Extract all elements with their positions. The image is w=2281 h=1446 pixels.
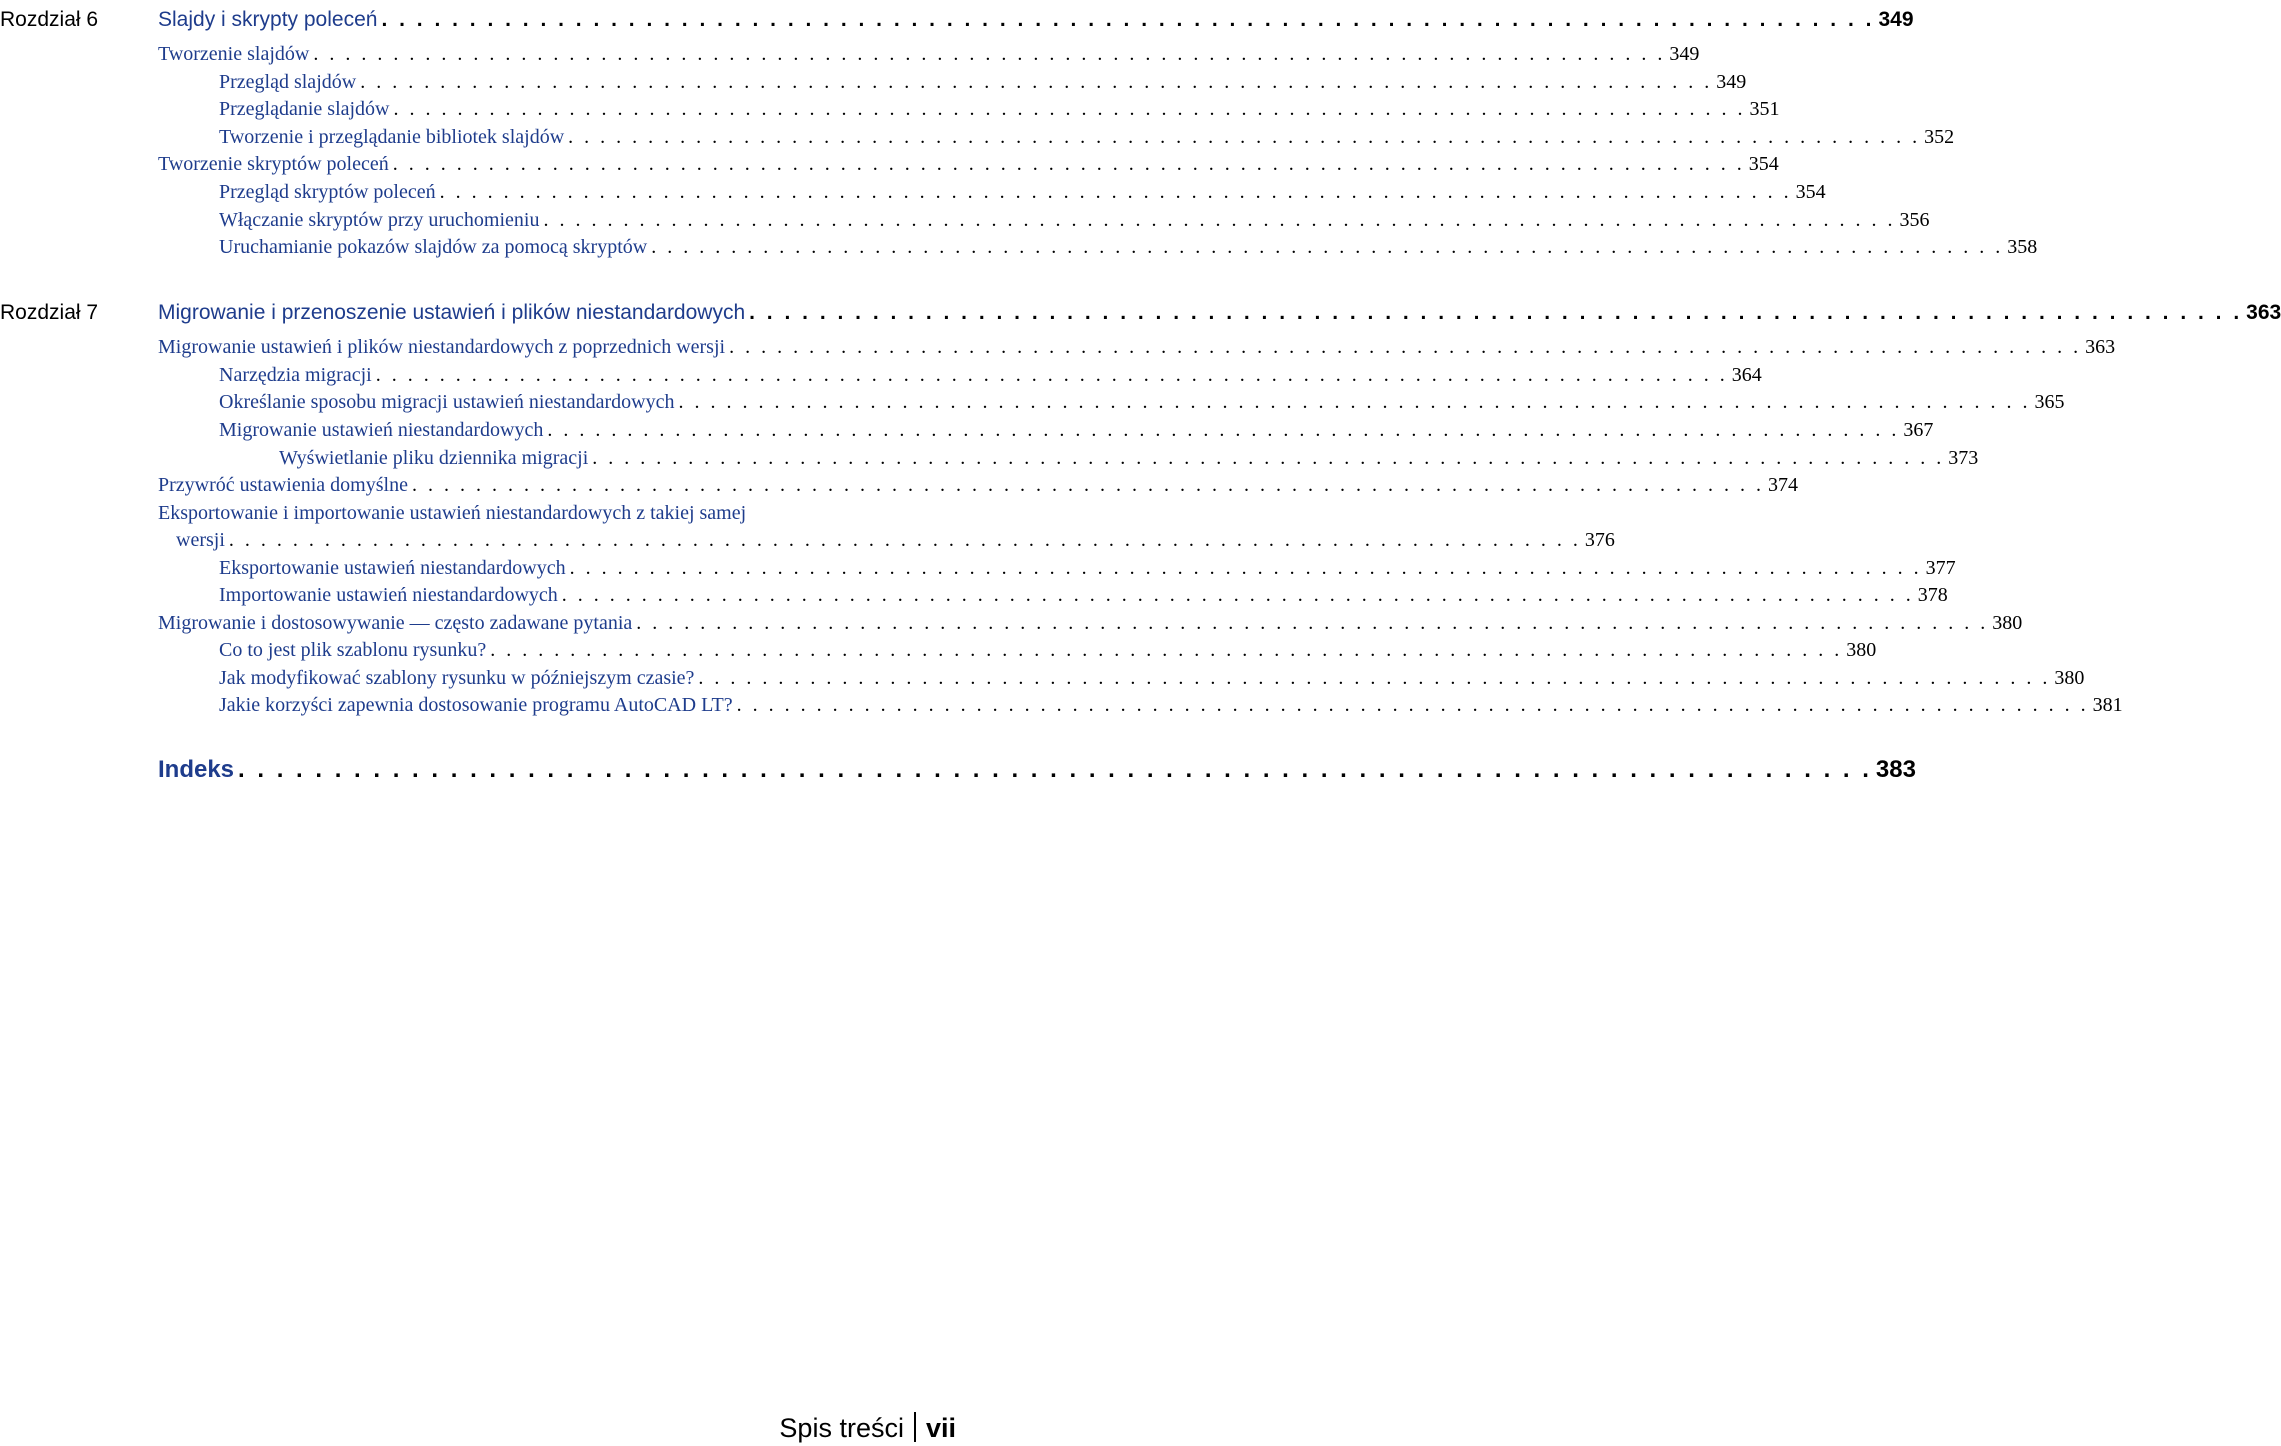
toc-entry[interactable] [219, 68, 1747, 96]
page-number: 380 [1846, 639, 1877, 661]
page-number: 351 [1749, 98, 1780, 120]
chapter-7-heading[interactable] [158, 296, 2281, 330]
toc-entry[interactable] [219, 636, 1877, 664]
toc-entry[interactable] [219, 416, 1934, 444]
page-number: 377 [1925, 557, 1956, 579]
toc-entry-wrapped-first-line[interactable] [158, 499, 956, 527]
toc-entry[interactable] [158, 40, 1700, 68]
dot-leader: . . . . . . . . . . . . . . . . . . . . . . . . . . . . . . . . . . . . . . . . . . . . . . . . . . . . . . . . . . . . . . . . . . . . . . . . . . . . . . . . . . . . . [313, 43, 1666, 65]
dot-leader: . . . . . . . . . . . . . . . . . . . . . . . . . . . . . . . . . . . . . . . . . . . . . . . . . . . . . . . . . . . . . . . . . . . . . . . . . . . . . . . . . . . . . [381, 8, 1875, 31]
page-number: 352 [1924, 126, 1955, 148]
toc-entry[interactable] [158, 609, 2023, 637]
chapter-6-label: Rozdział 6 [0, 8, 99, 31]
toc-entry[interactable] [219, 581, 1948, 609]
toc-entry[interactable] [219, 178, 1826, 206]
page-number: 364 [1731, 364, 1762, 386]
entry-text: Tworzenie slajdów [158, 43, 310, 65]
entry-text: Przegląd slajdów [219, 71, 357, 93]
chapter-7-label: Rozdział 7 [0, 301, 99, 324]
toc-entry[interactable] [158, 333, 2116, 361]
entry-text: Przegląd skryptów poleceń [219, 181, 436, 203]
page-number: 381 [2092, 694, 2123, 716]
entry-text: Przeglądanie slajdów [219, 98, 390, 120]
toc-entry[interactable] [219, 664, 2085, 692]
toc-entry[interactable] [219, 95, 1780, 123]
dot-leader: . . . . . . . . . . . . . . . . . . . . . . . . . . . . . . . . . . . . . . . . . . . . . . . . . . . . . . . . . . . . . . . . . . . . . . . . . . . . . . . . . . . . . [729, 336, 2082, 358]
entry-text: Migrowanie i dostosowywanie — często zadawane pytania [158, 612, 633, 634]
page-number: 380 [2054, 667, 2085, 689]
dot-leader: . . . . . . . . . . . . . . . . . . . . . . . . . . . . . . . . . . . . . . . . . . . . . . . . . . . . . . . . . . . . . . . . . . . . . . . . . . . . . . . . . . . . . [749, 301, 2243, 324]
dot-leader: . . . . . . . . . . . . . . . . . . . . . . . . . . . . . . . . . . . . . . . . . . . . . . . . . . . . . . . . . . . . . . . . . . . . . . . . . . . . . . . . . . . . . [636, 612, 1989, 634]
toc-entry-wrapped-continuation[interactable] [176, 526, 1615, 554]
toc-entry[interactable] [219, 233, 2038, 261]
page-number: 374 [1767, 474, 1798, 496]
page-number: 363 [2246, 301, 2281, 324]
page-number: 358 [2007, 236, 2038, 258]
entry-text: Narzędzia migracji [219, 364, 372, 386]
chapter-6-heading[interactable] [158, 3, 1914, 37]
entry-text: Tworzenie i przeglądanie bibliotek slajdów [219, 126, 565, 148]
dot-leader: . . . . . . . . . . . . . . . . . . . . . . . . . . . . . . . . . . . . . . . . . . . . . . . . . . . . . . . . . . . . . . . . . . . . . . . . . . . . . . . . . . . . . [543, 209, 1896, 231]
page-number: 378 [1917, 584, 1948, 606]
page-number: 363 [2085, 336, 2116, 358]
dot-leader: . . . . . . . . . . . . . . . . . . . . . . . . . . . . . . . . . . . . . . . . . . . . . . . . . . . . . . . . . . . . . . . . . . . . . . . . . . . . . . . . . . . . . [411, 474, 1764, 496]
entry-text: Eksportowanie i importowanie ustawień niestandardowych z takiej samej [158, 502, 747, 524]
dot-leader: . . . . . . . . . . . . . . . . . . . . . . . . . . . . . . . . . . . . . . . . . . . . . . . . . . . . . . . . . . . . . . . . . . . . . . . . . . . . . . . . . . . . . [678, 391, 2031, 413]
toc-entry[interactable] [219, 206, 1930, 234]
entry-text: Jakie korzyści zapewnia dostosowanie programu AutoCAD LT? [219, 694, 733, 716]
toc-entry[interactable] [219, 554, 1956, 582]
toc-entry[interactable] [219, 123, 1955, 151]
dot-leader: . . . . . . . . . . . . . . . . . . . . . . . . . . . . . . . . . . . . . . . . . . . . . . . . . . . . . . . . . . . . . . . . . . . . . . . . . . . . . . . . . . . . . [375, 364, 1728, 386]
entry-text: Określanie sposobu migracji ustawień niestandardowych [219, 391, 675, 413]
toc-entry[interactable] [219, 361, 1762, 389]
dot-leader: . . . . . . . . . . . . . . . . . . . . . . . . . . . . . . . . . . . . . . . . . . . . . . . . . . . . . . . . . . . . . . . . . . . . . . . . . . . . . . . . . . . . . [490, 639, 1843, 661]
footer-separator [914, 1412, 916, 1442]
entry-text: Wyświetlanie pliku dziennika migracji [279, 447, 589, 469]
entry-text: Importowanie ustawień niestandardowych [219, 584, 558, 606]
dot-leader: . . . . . . . . . . . . . . . . . . . . . . . . . . . . . . . . . . . . . . . . . . . . . . . . . . . . . . . . . . . . . . . . . . . . . . . . . . . . . . . . . . . . . [439, 181, 1792, 203]
entry-text: Migrowanie ustawień i plików niestandardowych z poprzednich wersji [158, 336, 726, 358]
toc-entry[interactable] [158, 471, 1798, 499]
dot-leader: . . . . . . . . . . . . . . . . . . . . . . . . . . . . . . . . . . . . . . . . . . . . . . . . . . . . . . . . . . . . . . . . . . . . . . . . . . . . . . . . . . . . . [360, 71, 1713, 93]
dot-leader: . . . . . . . . . . . . . . . . . . . . . . . . . . . . . . . . . . . . . . . . . . . . . . . . . . . . . . . . . . . . . . . . . . . . . . . . . . . . . . . . . . . . . [592, 447, 1945, 469]
dot-leader: . . . . . . . . . . . . . . . . . . . . . . . . . . . . . . . . . . . . . . . . . . . . . . . . . . . . . . . . . . . . . . . . . . . . . . . . . . . . . . . . . . . . . [238, 756, 1872, 783]
dot-leader: . . . . . . . . . . . . . . . . . . . . . . . . . . . . . . . . . . . . . . . . . . . . . . . . . . . . . . . . . . . . . . . . . . . . . . . . . . . . . . . . . . . . . [651, 236, 2004, 258]
page-number: 354 [1748, 153, 1779, 175]
dot-leader: . . . . . . . . . . . . . . . . . . . . . . . . . . . . . . . . . . . . . . . . . . . . . . . . . . . . . . . . . . . . . . . . . . . . . . . . . . . . . . . . . . . . . [736, 694, 2089, 716]
entry-text: Przywróć ustawienia domyślne [158, 474, 408, 496]
page-footer [779, 1410, 956, 1446]
footer-section: Spis treści [779, 1413, 904, 1443]
dot-leader: . . . . . . . . . . . . . . . . . . . . . . . . . . . . . . . . . . . . . . . . . . . . . . . . . . . . . . . . . . . . . . . . . . . . . . . . . . . . . . . . . . . . . [393, 98, 1746, 120]
index-title: Indeks [158, 756, 235, 783]
page-number: 367 [1903, 419, 1934, 441]
dot-leader: . . . . . . . . . . . . . . . . . . . . . . . . . . . . . . . . . . . . . . . . . . . . . . . . . . . . . . . . . . . . . . . . . . . . . . . . . . . . . . . . . . . . . [561, 584, 1914, 606]
index-heading[interactable] [158, 753, 1916, 787]
entry-text: Co to jest plik szablonu rysunku? [219, 639, 487, 661]
dot-leader: . . . . . . . . . . . . . . . . . . . . . . . . . . . . . . . . . . . . . . . . . . . . . . . . . . . . . . . . . . . . . . . . . . . . . . . . . . . . . . . . . . . . . [228, 529, 1581, 551]
page-number: 354 [1795, 181, 1826, 203]
entry-text: Jak modyfikować szablony rysunku w późniejszym czasie? [219, 667, 695, 689]
chapter-title: Migrowanie i przenoszenie ustawień i plików niestandardowych [158, 301, 746, 324]
dot-leader: . . . . . . . . . . . . . . . . . . . . . . . . . . . . . . . . . . . . . . . . . . . . . . . . . . . . . . . . . . . . . . . . . . . . . . . . . . . . . . . . . . . . . [569, 557, 1922, 579]
toc-entry[interactable] [279, 444, 1979, 472]
entry-text: Tworzenie skryptów poleceń [158, 153, 389, 175]
dot-leader: . . . . . . . . . . . . . . . . . . . . . . . . . . . . . . . . . . . . . . . . . . . . . . . . . . . . . . . . . . . . . . . . . . . . . . . . . . . . . . . . . . . . . [547, 419, 1900, 441]
page-number: 376 [1584, 529, 1615, 551]
entry-text: Eksportowanie ustawień niestandardowych [219, 557, 566, 579]
page-number: 356 [1899, 209, 1930, 231]
page-number: 349 [1716, 71, 1747, 93]
dot-leader: . . . . . . . . . . . . . . . . . . . . . . . . . . . . . . . . . . . . . . . . . . . . . . . . . . . . . . . . . . . . . . . . . . . . . . . . . . . . . . . . . . . . . [392, 153, 1745, 175]
chapter-title: Slajdy i skrypty poleceń [158, 8, 378, 31]
toc-entry[interactable] [219, 388, 2065, 416]
entry-text: Uruchamianie pokazów slajdów za pomocą skryptów [219, 236, 648, 258]
dot-leader: . . . . . . . . . . . . . . . . . . . . . . . . . . . . . . . . . . . . . . . . . . . . . . . . . . . . . . . . . . . . . . . . . . . . . . . . . . . . . . . . . . . . . [698, 667, 2051, 689]
page-number: 365 [2034, 391, 2065, 413]
page-number: 349 [1878, 8, 1914, 31]
page-number: 349 [1669, 43, 1700, 65]
page-number: 373 [1948, 447, 1979, 469]
page-number: 380 [1992, 612, 2023, 634]
entry-text: wersji [176, 529, 225, 551]
entry-text: Włączanie skryptów przy uruchomieniu [219, 209, 540, 231]
toc-entry[interactable] [158, 150, 1779, 178]
page-number: 383 [1875, 756, 1916, 783]
footer-page-number: vii [925, 1413, 956, 1443]
entry-text: Migrowanie ustawień niestandardowych [219, 419, 544, 441]
dot-leader: . . . . . . . . . . . . . . . . . . . . . . . . . . . . . . . . . . . . . . . . . . . . . . . . . . . . . . . . . . . . . . . . . . . . . . . . . . . . . . . . . . . . . [568, 126, 1921, 148]
toc-entry[interactable] [219, 691, 2123, 719]
